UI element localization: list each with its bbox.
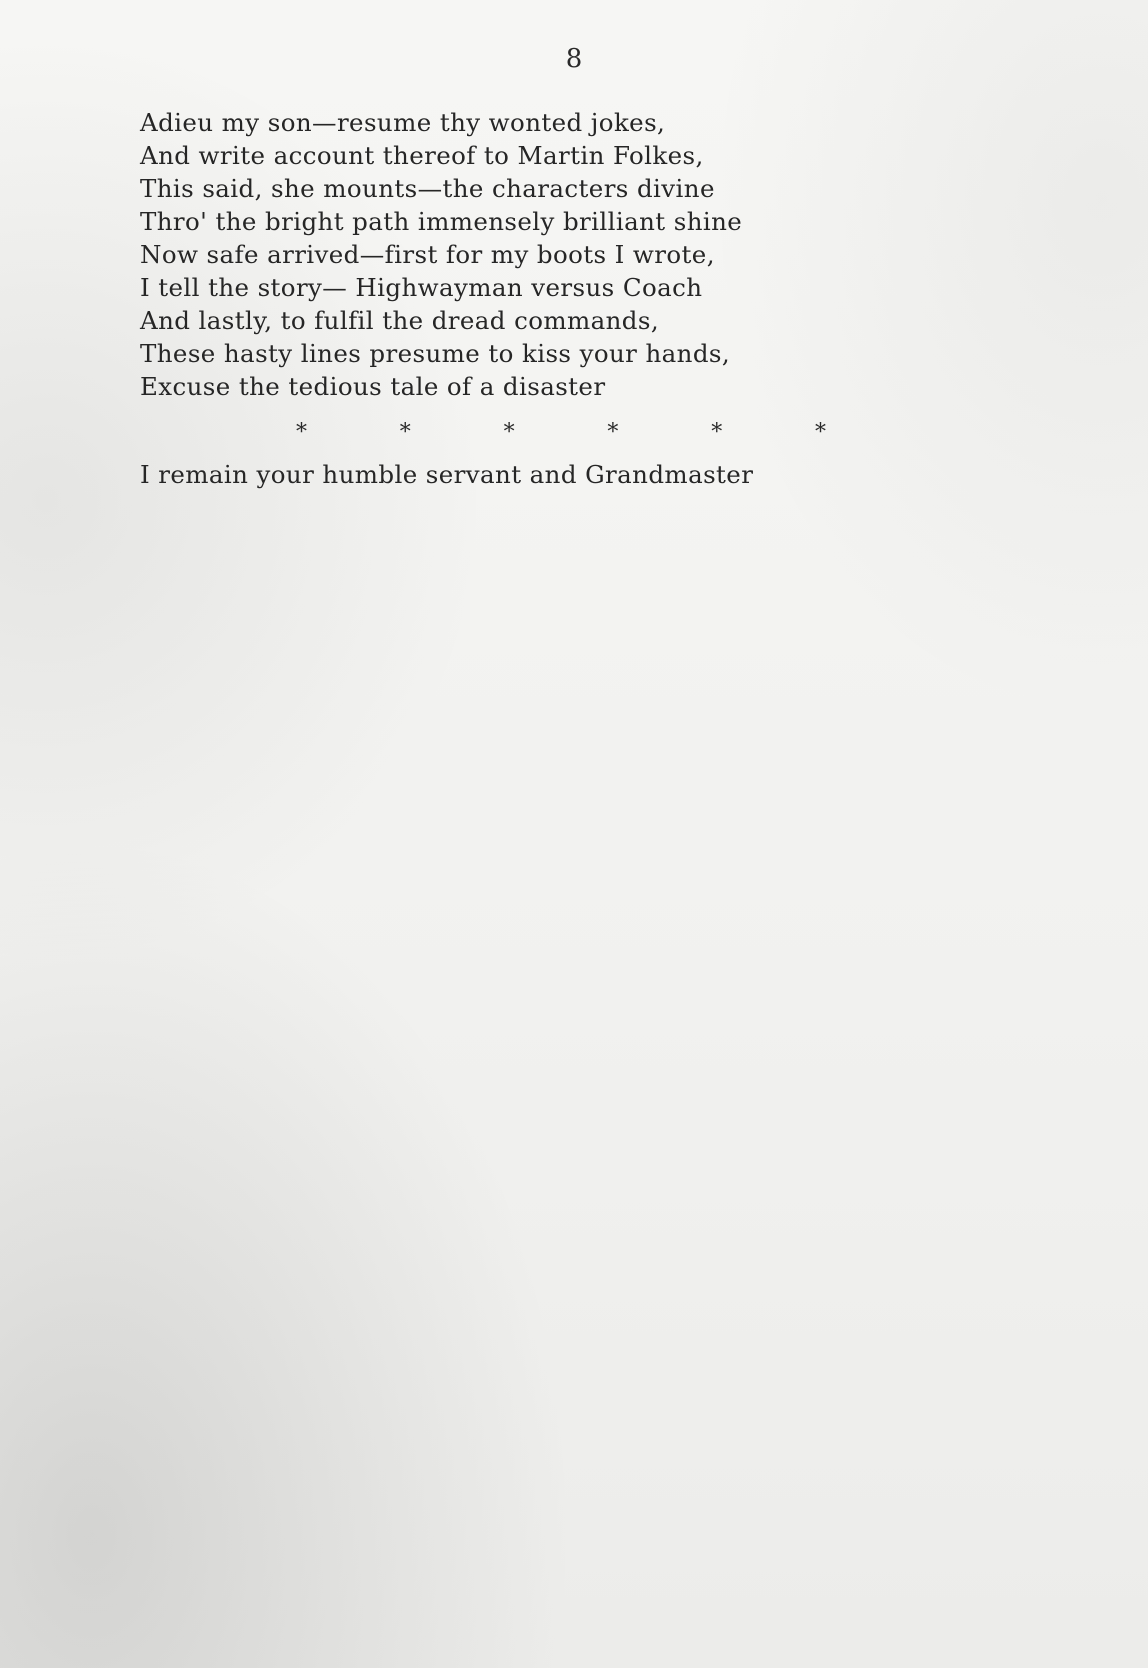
closing-line: I remain your humble servant and Grandmaster (140, 460, 754, 489)
show-through-text (130, 430, 1080, 1480)
poem-line: And lastly, to fulfil the dread commands, (140, 306, 660, 335)
poem-line: Adieu my son—resume thy wonted jokes, (140, 108, 666, 137)
poem-line: I tell the story— Highwayman versus Coach (140, 273, 703, 302)
asterisk-icon: * (296, 420, 307, 445)
asterisk-separator (296, 420, 826, 445)
poem-line: This said, she mounts—the characters divine (140, 174, 715, 203)
asterisk-icon: * (503, 420, 515, 445)
asterisk-icon: * (814, 420, 826, 445)
poem-line: Now safe arrived—first for my boots I wrote, (140, 240, 715, 269)
poem-line: Excuse the tedious tale of a disaster (140, 372, 606, 401)
poem-line: Thro' the bright path immensely brilliant shine (140, 207, 743, 236)
asterisk-icon: * (711, 420, 723, 445)
page-number: 8 (565, 44, 583, 74)
poem-line: These hasty lines presume to kiss your hands, (140, 339, 731, 368)
poem-stanza (140, 106, 742, 403)
asterisk-icon: * (607, 420, 619, 445)
poem-line: And write account thereof to Martin Folkes, (140, 141, 704, 170)
asterisk-icon: * (399, 420, 411, 445)
